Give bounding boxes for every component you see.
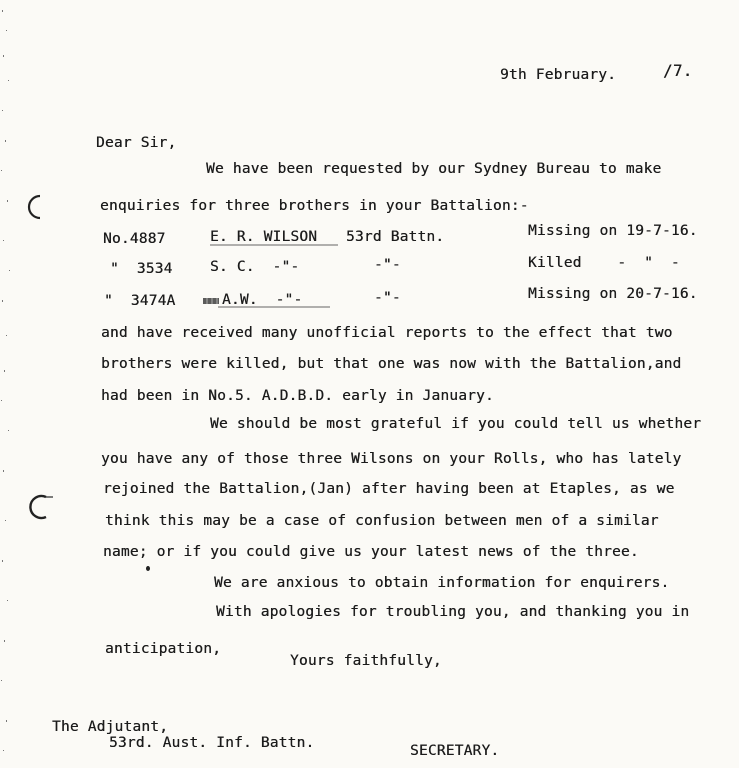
soldier-1-name: E. R. WILSON	[210, 229, 318, 245]
soldier-2-unit: -"-	[374, 257, 401, 273]
soldier-1-number: No.4887	[103, 231, 166, 247]
para1-line2: enquiries for three brothers in your Battalion:-	[100, 198, 529, 214]
soldier-3-name: A.W. -"-	[222, 292, 303, 308]
para2-line2: brothers were killed, but that one was now with the Battalion,and	[101, 356, 682, 372]
salutation: Dear Sir,	[96, 135, 177, 151]
para5-line1: With apologies for troubling you, and thanking you in	[216, 604, 690, 620]
soldier-2-number: " 3534	[110, 261, 173, 277]
para2-line1: and have received many unofficial reports to the effect that two	[101, 325, 673, 341]
soldier-1-status: Missing on 19-7-16.	[528, 223, 698, 239]
closing: Yours faithfully,	[290, 653, 442, 669]
soldier-3-unit: -"-	[374, 290, 401, 306]
letter-reference: /7.	[663, 61, 693, 80]
para1-line1: We have been requested by our Sydney Bureau to make	[206, 161, 662, 177]
letter-date: 9th February.	[500, 67, 617, 83]
para3-line2: you have any of those three Wilsons on your Rolls, who has lately	[101, 451, 682, 467]
signature-title: SECRETARY.	[410, 743, 500, 759]
soldier-2-name: S. C. -"-	[210, 259, 300, 275]
addressee-line2: 53rd. Aust. Inf. Battn.	[109, 735, 315, 751]
para3-line5: name; or if you could give us your latest news of the three.	[103, 544, 639, 560]
underline-smudge	[218, 306, 330, 308]
para3-line1: We should be most grateful if you could tell us whether	[210, 416, 702, 432]
soldier-2-status: Killed - " -	[528, 255, 680, 271]
punch-hole-mark-upper	[18, 192, 48, 222]
underline-smudge	[210, 244, 338, 246]
soldier-3-number: " 3474A	[104, 293, 176, 309]
typed-strikeover	[203, 298, 219, 304]
para2-line3: had been in No.5. A.D.B.D. early in January.	[101, 388, 494, 404]
soldier-3-status: Missing on 20-7-16.	[528, 286, 698, 302]
para3-line3: rejoined the Battalion,(Jan) after having been at Etaples, as we	[103, 481, 675, 497]
para4: We are anxious to obtain information for enquirers.	[214, 575, 670, 591]
para5-line2: anticipation,	[105, 641, 222, 657]
punch-hole-mark-lower	[26, 492, 56, 522]
ink-speck	[146, 566, 150, 571]
soldier-1-unit: 53rd Battn.	[346, 229, 445, 245]
addressee-line1: The Adjutant,	[52, 719, 169, 735]
page-edge-speckle	[0, 0, 14, 768]
para3-line4: think this may be a case of confusion between men of a similar	[105, 513, 659, 529]
